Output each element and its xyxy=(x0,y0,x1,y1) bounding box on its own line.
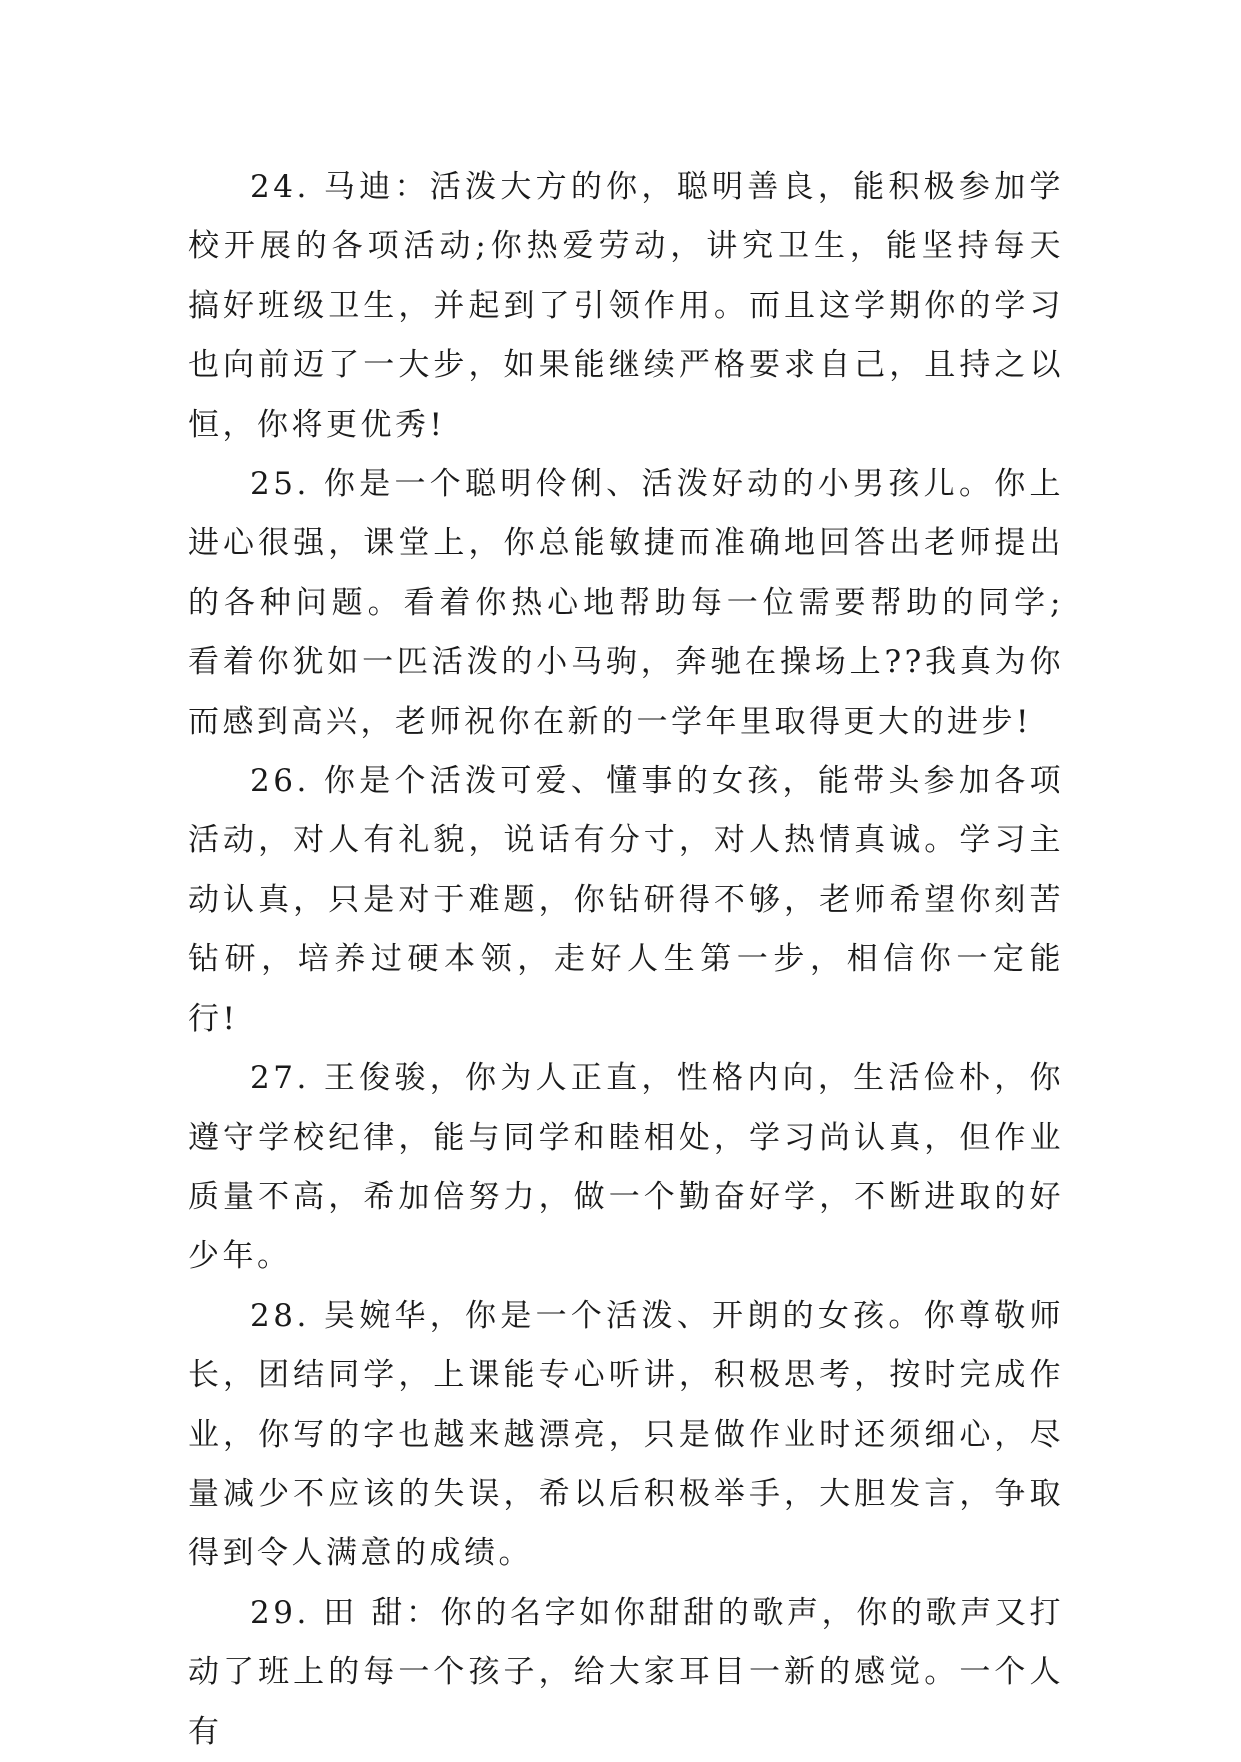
paragraph-29: 29. 田 甜：你的名字如你甜甜的歌声，你的歌声又打动了班上的每一个孩子，给大家耳目一新的感觉。一个人有 xyxy=(188,1594,1064,1750)
paragraph-26: 26. 你是个活泼可爱、懂事的女孩，能带头参加各项活动，对人有礼貌，说话有分寸，对人热情真诚。学习主动认真，只是对于难题，你钻研得不够，老师希望你刻苦钻研，培养过硬本领，走好人生第一步，相信你一定能行! xyxy=(188,763,1064,1037)
paragraph-28: 28. 吴婉华，你是一个活泼、开朗的女孩。你尊敬师长，团结同学，上课能专心听讲，积极思考，按时完成作业，你写的字也越来越漂亮，只是做作业时还须细心，尽量减少不应该的失误，希以后积极举手，大胆发言，争取得到令人满意的成绩。 xyxy=(188,1297,1064,1572)
paragraph-24: 24. 马迪：活泼大方的你，聪明善良，能积极参加学校开展的各项活动;你热爱劳动，讲究卫生，能坚持每天搞好班级卫生，并起到了引领作用。而且这学期你的学习也向前迈了一大步，如果能继续严格要求自己，且持之以恒，你将更优秀! xyxy=(188,169,1064,443)
paragraph-25: 25. 你是一个聪明伶俐、活泼好动的小男孩儿。你上进心很强，课堂上，你总能敏捷而准确地回答出老师提出的各种问题。看着你热心地帮助每一位需要帮助的同学;看着你犹如一匹活泼的小马驹，奔驰在操场上??我真为你而感到高兴，老师祝你在新的一学年里取得更大的进步! xyxy=(188,466,1064,740)
document-body xyxy=(188,158,1064,1762)
paragraph-27: 27. 王俊骏，你为人正直，性格内向，生活俭朴，你遵守学校纪律，能与同学和睦相处，学习尚认真，但作业质量不高，希加倍努力，做一个勤奋好学，不断进取的好少年。 xyxy=(188,1060,1064,1275)
